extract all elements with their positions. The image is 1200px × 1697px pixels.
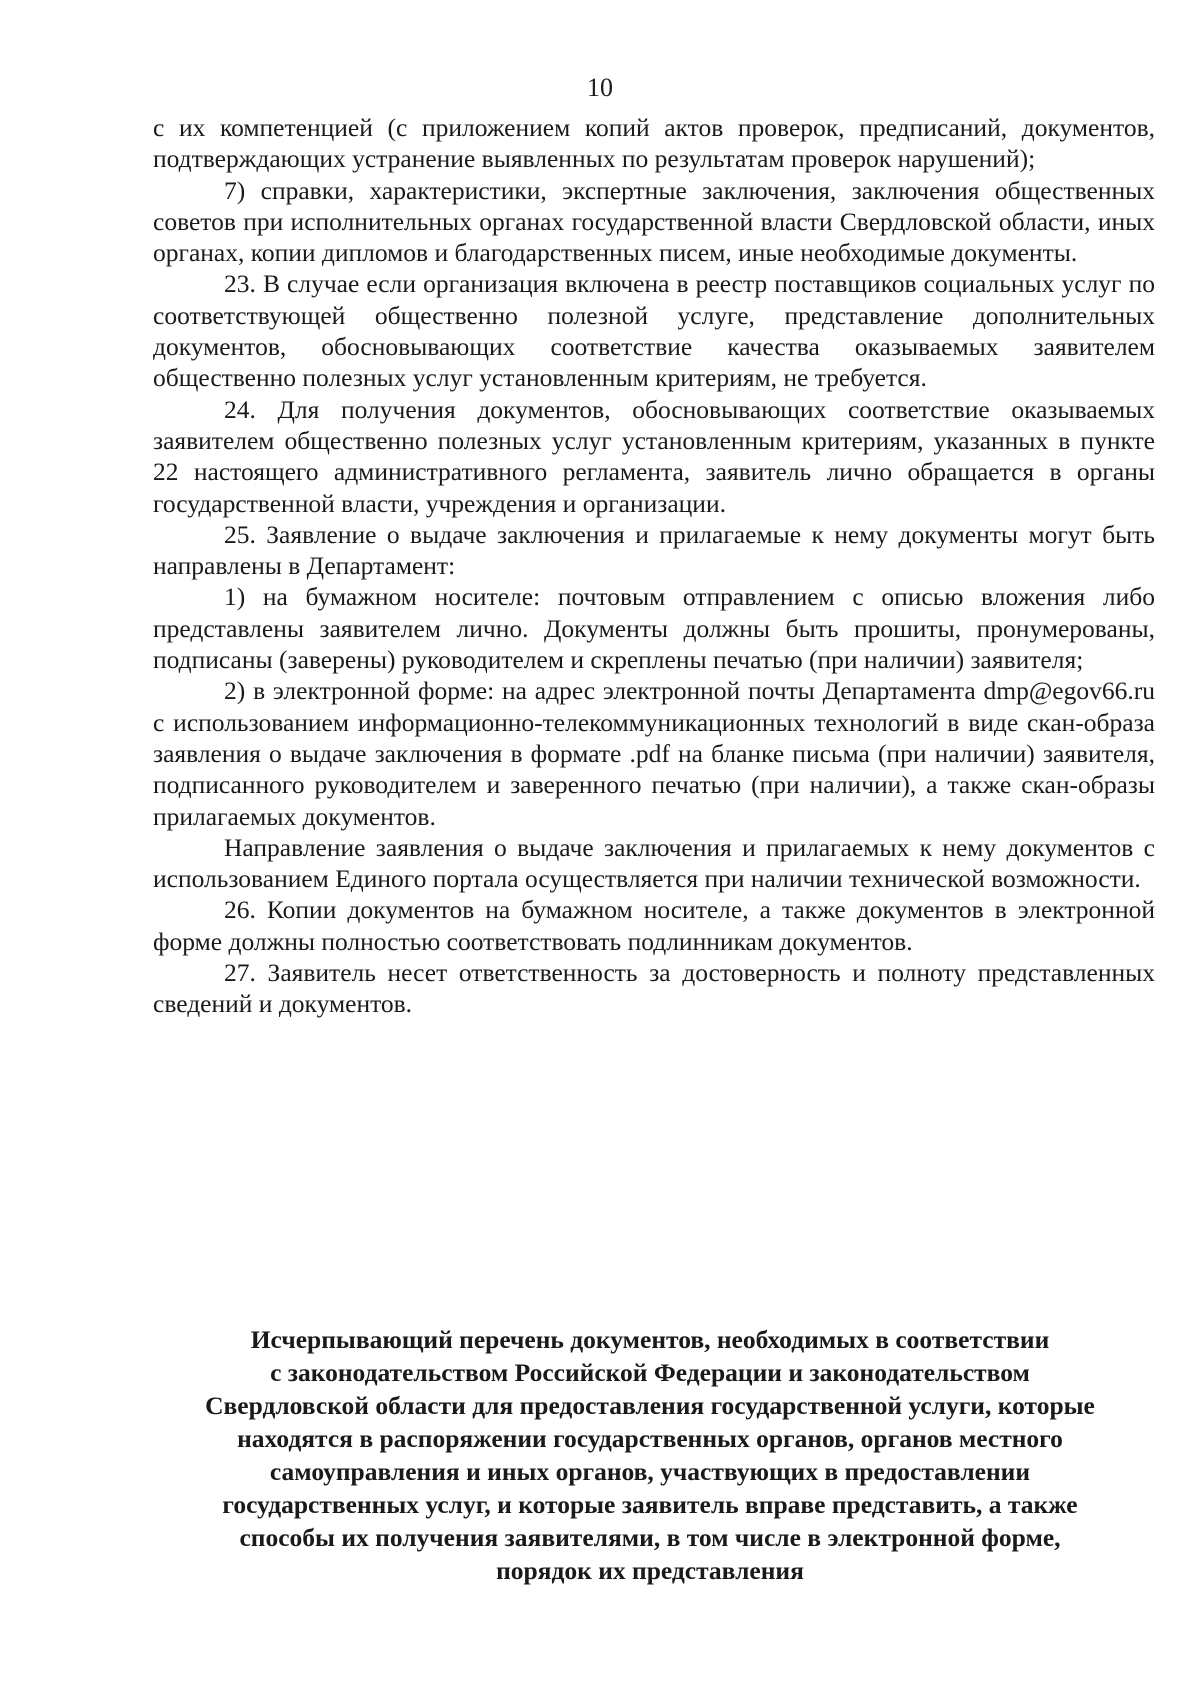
paragraph-continuation: с их компетенцией (с приложением копий актов проверок, предписаний, документов, подтверждающих устранение выявленных по результатам проверок нарушений); — [153, 113, 1155, 174]
heading-line: самоуправления и иных органов, участвующих в предоставлении — [269, 1457, 1031, 1486]
body-text — [153, 112, 1155, 1020]
heading-line: с законодательством Российской Федерации и законодательством — [270, 1358, 1030, 1387]
paragraph-portal-submission: Направление заявления о выдаче заключения и прилагаемых к нему документов с использованием Единого портала осуществляется при наличии технической возможности. — [153, 832, 1155, 894]
paragraph-26: 26. Копии документов на бумажном носителе, а также документов в электронной форме должны полностью соответствовать подлинникам документов. — [153, 895, 1155, 956]
page-number: 10 — [587, 73, 613, 102]
paragraph-25-item-2: 2) в электронной форме: на адрес электронной почты Департамента dmp@egov66.ru с использованием информационно-телекоммуникационных технологий в виде скан-образа заявления о выдаче заключения в формате .pdf на бланке письма (при наличии) заявителя, подписанного руководителем и заверенного печатью (при наличии), а также скан-образы прилагаемых документов. — [153, 676, 1155, 831]
paragraph-item-7: 7) справки, характеристики, экспертные заключения, заключения общественных советов при исполнительных органах государственной власти Свердловской области, иных органах, копии дипломов и благодарственных писем, иные необходимые документы. — [153, 175, 1155, 268]
heading-line: порядок их представления — [496, 1556, 804, 1585]
heading-line: Свердловской области для предоставления государственной услуги, которые — [205, 1391, 1095, 1420]
heading-line: способы их получения заявителями, в том числе в электронной форме, — [239, 1523, 1061, 1552]
section-heading — [140, 1323, 1160, 1587]
heading-line: находятся в распоряжении государственных органов, органов местного — [237, 1424, 1063, 1453]
paragraph-25-item-1: 1) на бумажном носителе: почтовым отправлением с описью вложения либо представлены заявителем лично. Документы должны быть прошиты, пронумерованы, подписаны (заверены) руководителем и скреплены печатью (при наличии) заявителя; — [153, 582, 1155, 675]
heading-line: Исчерпывающий перечень документов, необходимых в соответствии — [250, 1325, 1050, 1354]
paragraph-25: 25. Заявление о выдаче заключения и прилагаемые к нему документы могут быть направлены в Департамент: — [153, 519, 1155, 581]
paragraph-24: 24. Для получения документов, обосновывающих соответствие оказываемых заявителем общественно полезных услуг установленным критериям, указанных в пункте 22 настоящего административного регламента, заявитель лично обращается в органы государственной власти, учреждения и организации. — [153, 394, 1155, 518]
paragraph-27: 27. Заявитель несет ответственность за достоверность и полноту представленных сведений и документов. — [153, 958, 1155, 1019]
paragraph-23: 23. В случае если организация включена в реестр поставщиков социальных услуг по соответствующей общественно полезной услуге, представление дополнительных документов, обосновывающих соответствие качества оказываемых заявителем общественно полезных услуг установленным критериям, не требуется. — [153, 269, 1155, 393]
heading-line: государственных услуг, и которые заявитель вправе представить, а также — [222, 1490, 1078, 1519]
